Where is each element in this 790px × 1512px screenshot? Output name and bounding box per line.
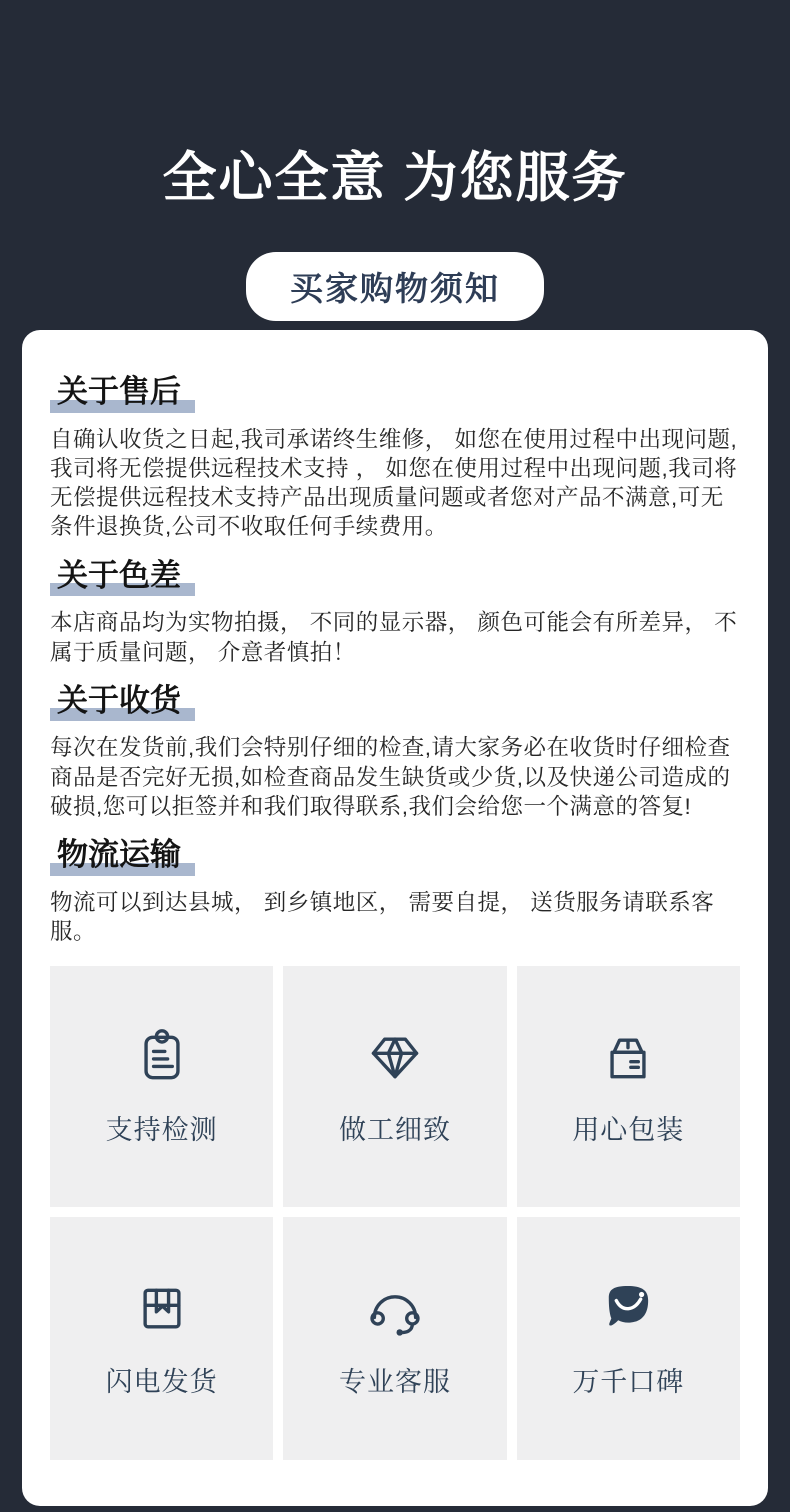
- section-body: 物流可以到达县城， 到乡镇地区， 需要自提， 送货服务请联系客服。: [50, 889, 715, 945]
- section-logistics: [50, 837, 740, 946]
- feature-tile-packaging: [517, 966, 740, 1207]
- feature-tile-shipping: [50, 1217, 273, 1460]
- section-heading: 关于售后: [50, 374, 195, 413]
- section-body: 每次在发货前,我们会特别仔细的检查,请大家务必在收货时仔细检查商品是否完好无损,如检查商品发生缺货或少货,以及快递公司造成的破损,您可以拒签并和我们取得联系,我们会给您一个满意的答复!: [50, 735, 731, 819]
- section-body: 本店商品均为实物拍摄， 不同的显示器， 颜色可能会有所差异， 不属于质量问题， 介意者慎拍！: [50, 610, 738, 665]
- diamond-icon: [365, 1027, 425, 1087]
- feature-tile-workmanship: [283, 966, 506, 1207]
- section-color-difference: [50, 558, 740, 667]
- package-box-icon: [598, 1027, 658, 1087]
- section-receiving: [50, 683, 740, 821]
- section-heading: 关于色差: [50, 558, 195, 597]
- clipboard-icon: [132, 1027, 192, 1087]
- page-title: 全心全意 为您服务: [162, 148, 628, 208]
- notice-badge: 买家购物须知: [246, 252, 544, 321]
- feature-label: 专业客服: [338, 1366, 451, 1397]
- feature-label: 用心包装: [572, 1114, 685, 1145]
- feature-tile-service: [283, 1217, 506, 1460]
- headset-icon: [365, 1279, 425, 1339]
- feature-tile-reputation: [517, 1217, 740, 1460]
- content-card: [22, 330, 768, 1506]
- feature-grid: [50, 966, 740, 1460]
- badge-wrap: [0, 252, 790, 321]
- section-body: 自确认收货之日起,我司承诺终生维修， 如您在使用过程中出现问题,我司将无偿提供远程技术支持 ， 如您在使用过程中出现问题,我司将无偿提供远程技术支持产品出现质量问题或者您对产品不满意,可无条件退换货,公司不收取任何手续费用。: [50, 426, 738, 540]
- smile-bubble-icon: [598, 1279, 658, 1339]
- hero-section: [0, 0, 790, 321]
- feature-label: 闪电发货: [105, 1366, 218, 1397]
- feature-tile-inspection: [50, 966, 273, 1207]
- parcel-ribbon-icon: [132, 1279, 192, 1339]
- feature-label: 支持检测: [105, 1114, 218, 1145]
- section-heading: 物流运输: [50, 837, 195, 876]
- feature-label: 做工细致: [338, 1114, 451, 1145]
- section-after-sales: [50, 374, 740, 542]
- section-heading: 关于收货: [50, 683, 195, 722]
- feature-label: 万千口碑: [572, 1366, 685, 1397]
